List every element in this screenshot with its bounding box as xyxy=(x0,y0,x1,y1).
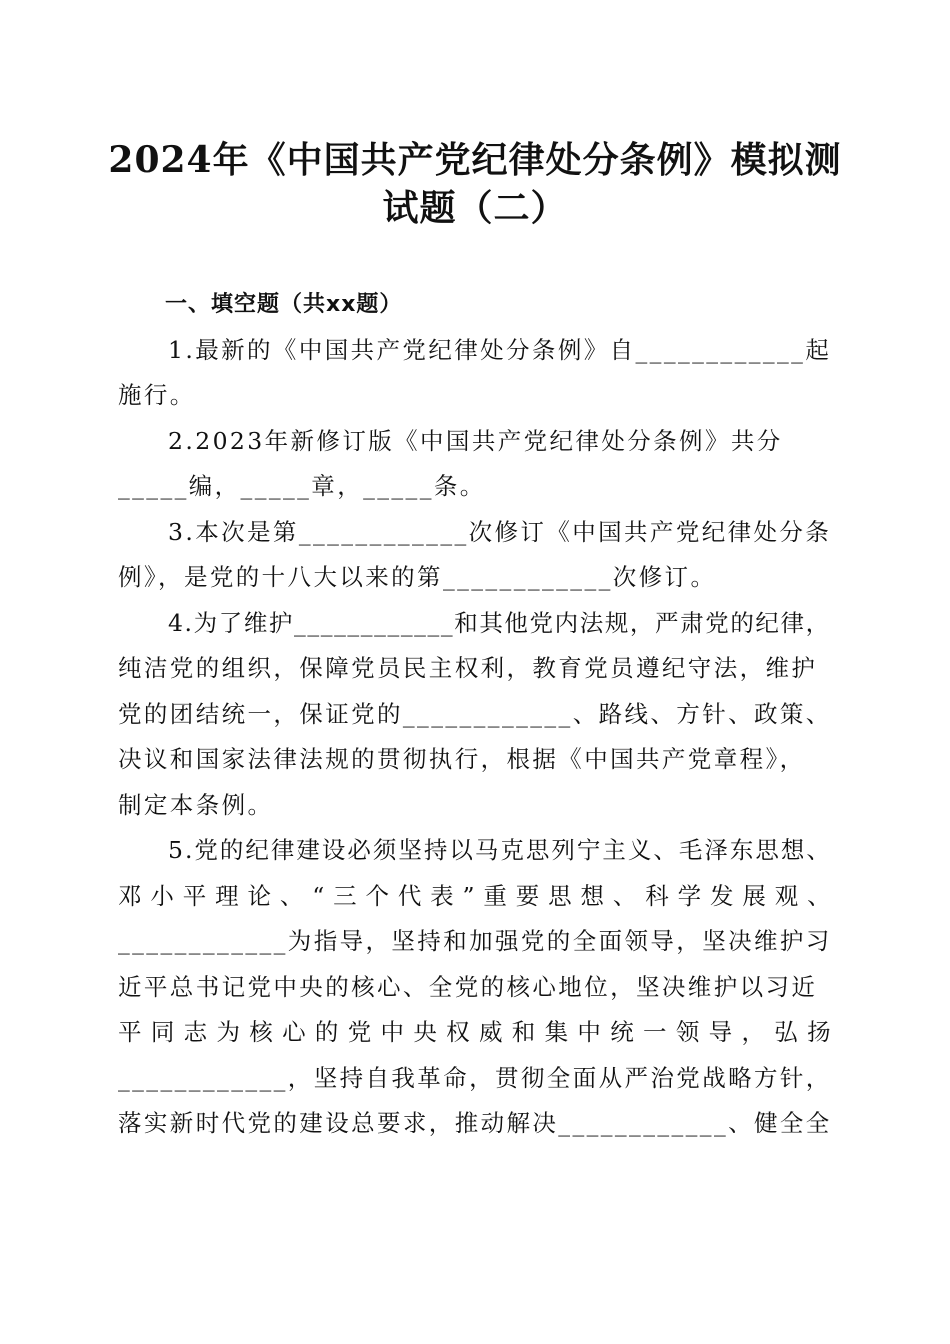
section-heading: 一、填空题（共xx题） xyxy=(165,292,403,317)
question-5-line-6: ____________，坚持自我革命，贯彻全面从严治党战略方针， xyxy=(118,1063,832,1092)
question-4-line-2: 纯洁党的组织，保障党员民主权利，教育党员遵纪守法，维护 xyxy=(118,654,818,682)
title-line-1: 2024年《中国共产党纪律处分条例》模拟测 xyxy=(108,139,842,181)
question-3-line-2: 例》，是党的十八大以来的第____________次修订。 xyxy=(118,563,717,591)
document-body xyxy=(118,282,833,1147)
question-1-line-1: 1.最新的《中国共产党纪律处分条例》自____________起 xyxy=(168,335,832,364)
question-5-line-1: 5.党的纪律建设必须坚持以马克思列宁主义、毛泽东思想、 xyxy=(168,836,832,864)
question-5-line-7: 落实新时代党的建设总要求，推动解决____________、健全全 xyxy=(118,1109,832,1137)
question-5-line-3: ____________为指导，坚持和加强党的全面领导，坚决维护习 xyxy=(118,927,832,955)
question-3-line-1: 3.本次是第____________次修订《中国共产党纪律处分条 xyxy=(168,517,832,546)
question-4-line-1: 4.为了维护____________和其他党内法规，严肃党的纪律， xyxy=(168,608,831,637)
document-title xyxy=(100,136,850,232)
question-2-line-1: 2.2023年新修订版《中国共产党纪律处分条例》共分 xyxy=(168,426,783,455)
question-5-line-5: 平同志为核心的党中央权威和集中统一领导，弘扬 xyxy=(118,1018,833,1046)
question-2-line-2: _____编，_____章，_____条。 xyxy=(118,472,486,500)
question-5-line-4: 近平总书记党中央的核心、全党的核心地位，坚决维护以习近 xyxy=(118,972,818,1001)
question-5-line-2: 邓小平理论、“三个代表”重要思想、科学发展观、 xyxy=(118,881,833,910)
title-line-2: 试题（二） xyxy=(382,187,568,229)
question-1-line-2: 施行。 xyxy=(118,381,196,409)
question-4-line-4: 决议和国家法律法规的贯彻执行，根据《中国共产党章程》， xyxy=(118,745,806,773)
question-4-line-5: 制定本条例。 xyxy=(118,790,274,819)
question-4-line-3: 党的团结统一，保证党的____________、路线、方针、政策、 xyxy=(118,699,832,728)
